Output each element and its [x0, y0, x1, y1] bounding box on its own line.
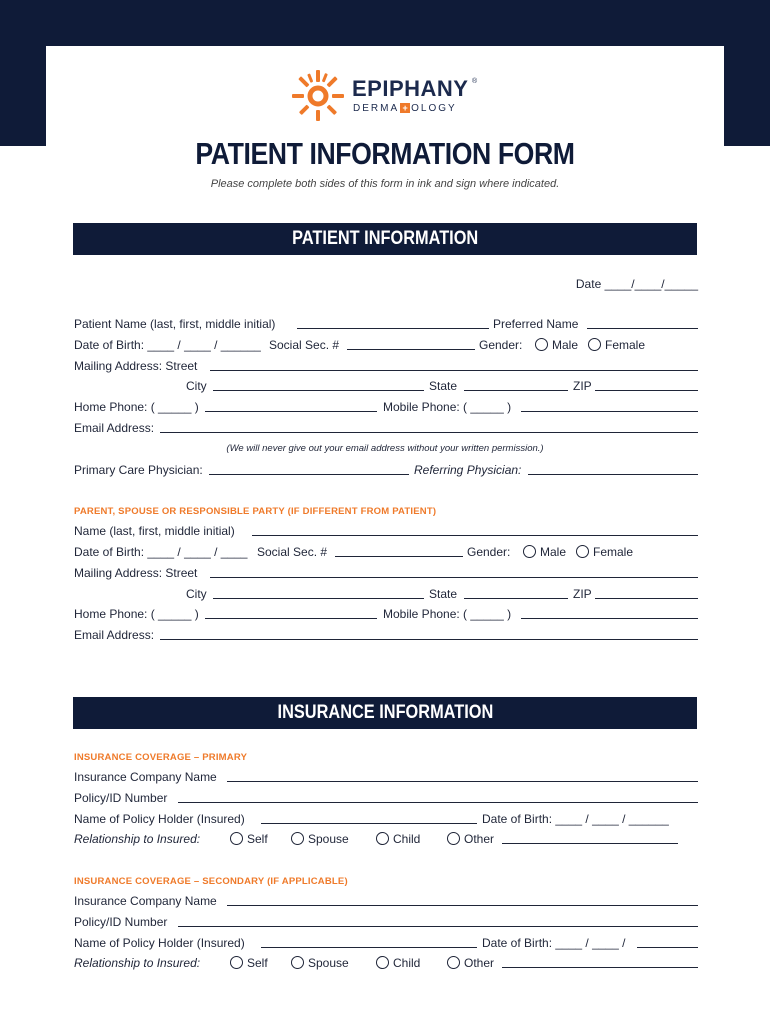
patient-mailing-row [74, 358, 698, 374]
plus-icon: + [400, 103, 410, 113]
primary-coverage-heading: INSURANCE COVERAGE – PRIMARY [74, 752, 248, 763]
party-ssn-input[interactable] [335, 556, 463, 557]
gender-label: Gender: [479, 338, 523, 352]
referring-input[interactable] [528, 474, 698, 475]
party-home-phone-input[interactable] [205, 618, 377, 619]
preferred-name-input[interactable] [587, 328, 698, 329]
party-city-label: City [186, 587, 207, 601]
party-ssn-label: Social Sec. # [257, 545, 328, 559]
referring-label: Referring Physician: [414, 463, 522, 477]
patient-name-row [74, 316, 698, 332]
page-subtitle: Please complete both sides of this form in ink and sign where indicated. [210, 178, 560, 190]
radio-icon[interactable] [535, 338, 548, 351]
ssn-input[interactable] [347, 349, 475, 350]
secondary-company-row [74, 893, 698, 909]
party-city-input[interactable] [213, 598, 424, 599]
party-dob-row [74, 544, 698, 560]
sun-icon [290, 66, 348, 122]
logo-wordmark: EPIPHANY [352, 76, 469, 101]
home-phone-label: Home Phone: ( _____ ) [74, 400, 199, 414]
patient-phone-row [74, 399, 698, 415]
state-label: State [429, 379, 458, 393]
secondary-relationship-label: Relationship to Insured: [74, 956, 201, 970]
secondary-policy-input[interactable] [178, 926, 698, 927]
home-phone-input[interactable] [205, 411, 377, 412]
primary-company-row [74, 769, 698, 785]
radio-icon[interactable] [230, 956, 243, 969]
secondary-child-option[interactable]: Child [376, 955, 420, 971]
radio-icon[interactable] [291, 956, 304, 969]
ssn-label: Social Sec. # [269, 338, 340, 352]
party-phone-row [74, 606, 698, 622]
secondary-dob-year-input[interactable] [637, 947, 698, 948]
party-email-input[interactable] [160, 639, 698, 640]
primary-holder-dob-field[interactable]: Date of Birth: ____ / ____ / ______ [482, 812, 669, 826]
radio-icon[interactable] [376, 832, 389, 845]
radio-icon[interactable] [447, 832, 460, 845]
radio-icon[interactable] [447, 956, 460, 969]
page-title: PATIENT INFORMATION FORM [195, 136, 575, 171]
party-name-input[interactable] [252, 535, 698, 536]
radio-icon[interactable] [291, 832, 304, 845]
party-zip-label: ZIP [573, 587, 592, 601]
pcp-label: Primary Care Physician: [74, 463, 203, 477]
city-input[interactable] [213, 390, 424, 391]
primary-company-label: Insurance Company Name [74, 770, 217, 784]
logo-subtitle: DERMA + OLOGY [353, 103, 457, 114]
secondary-self-option[interactable]: Self [230, 955, 268, 971]
radio-icon[interactable] [376, 956, 389, 969]
party-mobile-phone-label: Mobile Phone: ( _____ ) [383, 607, 512, 621]
party-state-label: State [429, 587, 458, 601]
party-gender-label: Gender: [467, 545, 511, 559]
party-gender-female-option[interactable]: Female [576, 544, 633, 560]
primary-holder-input[interactable] [261, 823, 477, 824]
date-row [74, 276, 698, 292]
secondary-spouse-option[interactable]: Spouse [291, 955, 349, 971]
party-zip-input[interactable] [595, 598, 698, 599]
secondary-holder-input[interactable] [261, 947, 477, 948]
party-dob-field[interactable]: Date of Birth: ____ / ____ / ____ [74, 545, 248, 559]
email-input[interactable] [160, 432, 698, 433]
gender-female-option[interactable]: Female [588, 337, 645, 353]
party-email-row [74, 627, 698, 643]
patient-dob-row [74, 337, 698, 353]
insurance-information-band: INSURANCE INFORMATION [73, 697, 697, 729]
zip-label: ZIP [573, 379, 592, 393]
secondary-holder-label: Name of Policy Holder (Insured) [74, 936, 245, 950]
date-field[interactable]: Date ____/____/_____ [575, 277, 698, 291]
secondary-holder-row [74, 935, 698, 951]
secondary-company-input[interactable] [227, 905, 698, 906]
secondary-holder-dob-field[interactable]: Date of Birth: ____ / ____ / [482, 936, 626, 950]
party-mailing-label: Mailing Address: Street [74, 566, 198, 580]
secondary-policy-row [74, 914, 698, 930]
patient-information-band: PATIENT INFORMATION [73, 223, 697, 255]
party-name-label: Name (last, first, middle initial) [74, 524, 235, 538]
radio-icon[interactable] [523, 545, 536, 558]
radio-icon[interactable] [230, 832, 243, 845]
secondary-relationship-row [74, 955, 698, 971]
primary-policy-input[interactable] [178, 802, 698, 803]
party-gender-male-option[interactable]: Male [523, 544, 566, 560]
party-name-row [74, 523, 698, 539]
primary-policy-row [74, 790, 698, 806]
responsible-party-heading: PARENT, SPOUSE OR RESPONSIBLE PARTY (IF DIFFERENT FROM PATIENT) [74, 506, 437, 517]
primary-other-option[interactable]: Other [447, 831, 494, 847]
primary-spouse-option[interactable]: Spouse [291, 831, 349, 847]
party-mobile-phone-input[interactable] [521, 618, 698, 619]
pcp-input[interactable] [209, 474, 409, 475]
party-home-phone-label: Home Phone: ( _____ ) [74, 607, 199, 621]
registered-mark: ® [472, 78, 478, 85]
party-email-label: Email Address: [74, 628, 155, 642]
secondary-other-option[interactable]: Other [447, 955, 494, 971]
patient-name-label: Patient Name (last, first, middle initial) [74, 317, 276, 331]
city-label: City [186, 379, 207, 393]
party-mailing-row [74, 565, 698, 581]
epiphany-logo [290, 66, 490, 122]
mobile-phone-input[interactable] [521, 411, 698, 412]
preferred-name-label: Preferred Name [493, 317, 579, 331]
email-label: Email Address: [74, 421, 155, 435]
secondary-other-input[interactable] [502, 967, 698, 968]
party-street-input[interactable] [210, 577, 698, 578]
primary-other-input[interactable] [502, 843, 678, 844]
primary-holder-label: Name of Policy Holder (Insured) [74, 812, 245, 826]
primary-company-input[interactable] [227, 781, 698, 782]
party-city-row [74, 586, 698, 602]
primary-child-option[interactable]: Child [376, 831, 420, 847]
radio-icon[interactable] [588, 338, 601, 351]
email-privacy-note: (We will never give out your email address without your written permission.) [226, 443, 544, 454]
mobile-phone-label: Mobile Phone: ( _____ ) [383, 400, 512, 414]
primary-holder-row [74, 811, 698, 827]
patient-city-row [74, 378, 698, 394]
secondary-company-label: Insurance Company Name [74, 894, 217, 908]
primary-relationship-label: Relationship to Insured: [74, 832, 201, 846]
party-state-input[interactable] [464, 598, 568, 599]
street-input[interactable] [210, 370, 698, 371]
physician-row [74, 462, 698, 478]
state-input[interactable] [464, 390, 568, 391]
zip-input[interactable] [595, 390, 698, 391]
secondary-coverage-heading: INSURANCE COVERAGE – SECONDARY (IF APPLICABLE) [74, 876, 348, 887]
primary-self-option[interactable]: Self [230, 831, 268, 847]
patient-email-row [74, 420, 698, 436]
primary-relationship-row [74, 831, 698, 847]
mailing-label: Mailing Address: Street [74, 359, 198, 373]
dob-field[interactable]: Date of Birth: ____ / ____ / ______ [74, 338, 261, 352]
patient-name-input[interactable] [297, 328, 489, 329]
radio-icon[interactable] [576, 545, 589, 558]
primary-policy-label: Policy/ID Number [74, 791, 168, 805]
gender-male-option[interactable]: Male [535, 337, 578, 353]
secondary-policy-label: Policy/ID Number [74, 915, 168, 929]
